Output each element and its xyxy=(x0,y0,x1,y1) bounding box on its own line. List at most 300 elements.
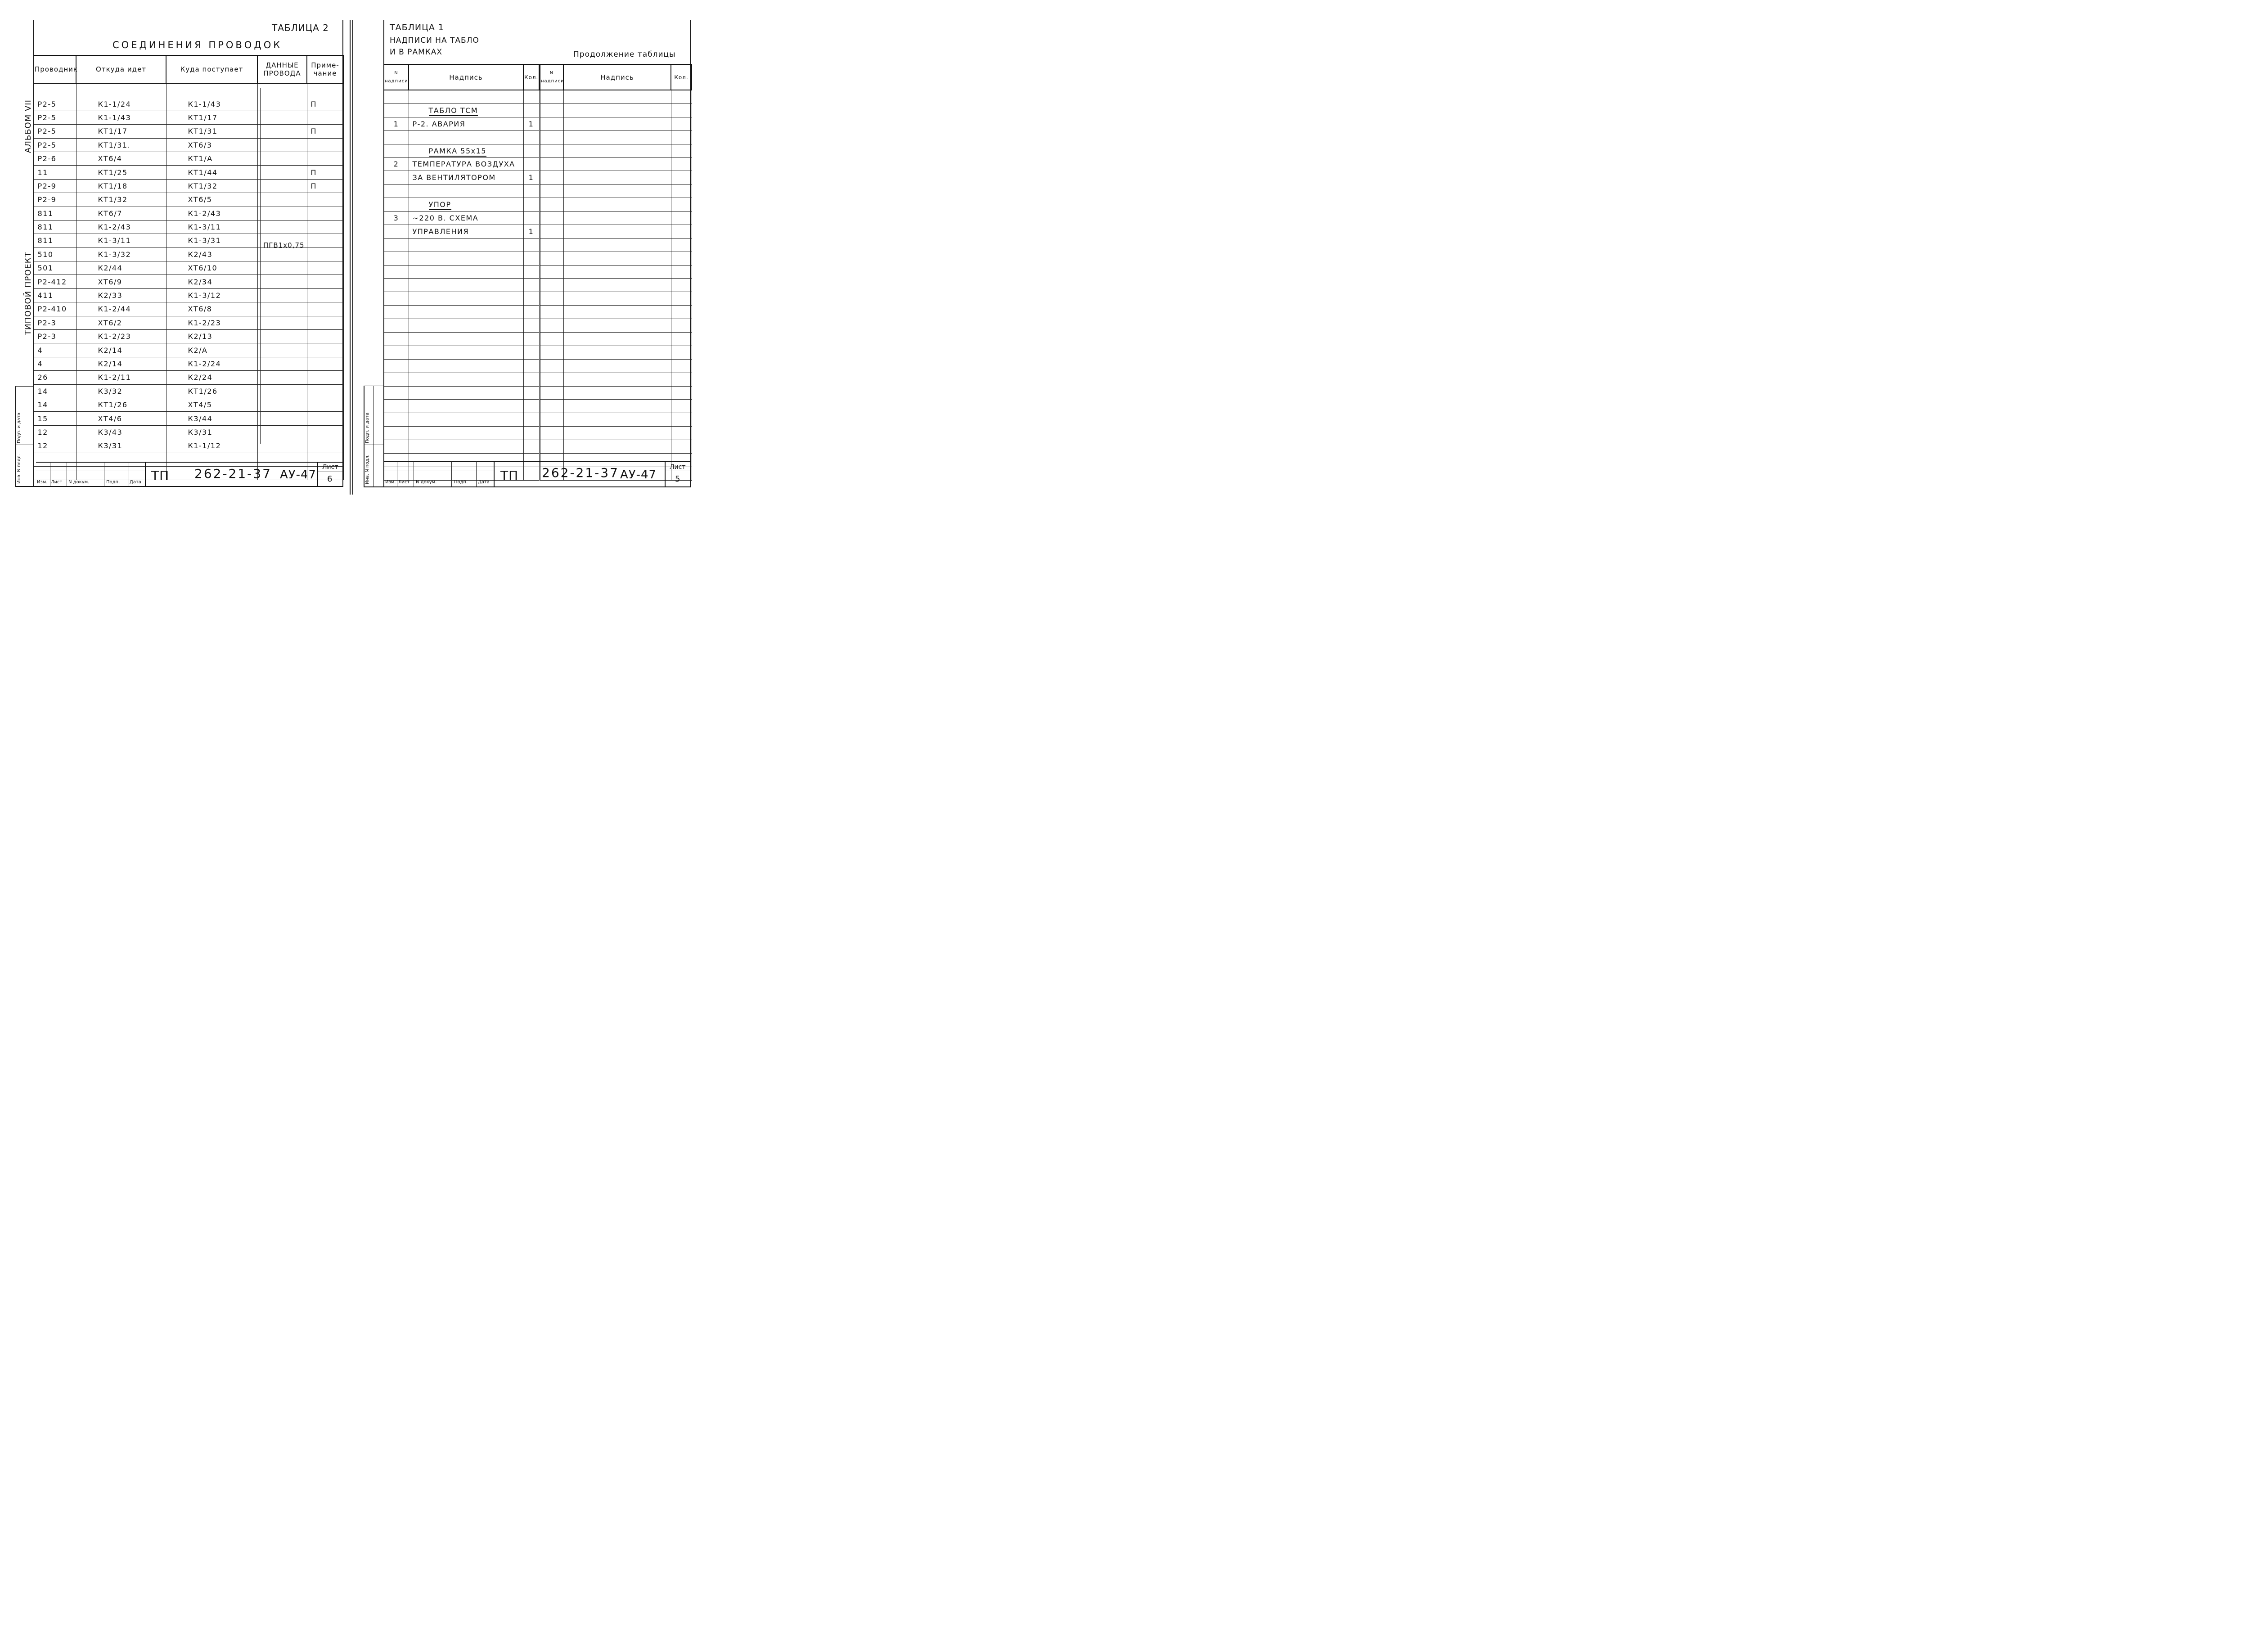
cell-data xyxy=(257,316,307,329)
right-stamp-col-list: Лист xyxy=(398,480,410,485)
cell-note xyxy=(307,357,343,370)
table-row xyxy=(34,125,343,138)
cell-wire: 501 xyxy=(34,261,76,275)
table-row xyxy=(34,179,343,193)
table-row xyxy=(34,371,343,384)
table-row xyxy=(540,454,692,467)
table-row xyxy=(384,454,539,467)
r-header-text2: Надпись xyxy=(563,64,671,90)
cell-to: КТ1/17 xyxy=(166,111,257,124)
connections-body xyxy=(34,83,343,480)
cell-to: ХТ6/10 xyxy=(166,261,257,275)
cell-data xyxy=(257,384,307,398)
cell-text xyxy=(409,104,523,117)
cell-note xyxy=(307,261,343,275)
table-row xyxy=(34,357,343,370)
cell-qty xyxy=(523,238,539,252)
left-side-inv: Инв. N подл. xyxy=(17,454,22,484)
table-row xyxy=(540,144,692,158)
cell-wire: 12 xyxy=(34,439,76,453)
cell-note: П xyxy=(307,125,343,138)
cell-to: К1-3/31 xyxy=(166,234,257,248)
table-row xyxy=(384,400,539,413)
table-row xyxy=(384,292,539,306)
table-row xyxy=(540,238,692,252)
right-sheet-label: Лист xyxy=(670,464,686,471)
cell-wire: Р2-410 xyxy=(34,302,76,316)
cell-to: КТ1/А xyxy=(166,152,257,165)
cell-qty xyxy=(523,346,539,359)
table-row xyxy=(540,117,692,131)
cell-from: К1-1/43 xyxy=(76,111,166,124)
cell-to: К1-2/43 xyxy=(166,207,257,220)
table-row xyxy=(384,238,539,252)
connections-table xyxy=(33,55,344,480)
cell-data xyxy=(257,207,307,220)
labels-body xyxy=(384,90,539,480)
cell-wire: Р2-5 xyxy=(34,97,76,111)
left-doc-code: ТП xyxy=(151,468,170,483)
right-table-label: ТАБЛИЦА 1 xyxy=(390,23,445,32)
cell-qty xyxy=(523,359,539,373)
table-row xyxy=(384,198,539,212)
cell-data xyxy=(257,193,307,207)
cell-note xyxy=(307,412,343,425)
cell-qty xyxy=(523,413,539,427)
cell-note xyxy=(307,275,343,288)
cell-num xyxy=(384,198,409,212)
left-stamp-top xyxy=(36,462,343,463)
table-row xyxy=(540,171,692,185)
cell-wire: Р2-412 xyxy=(34,275,76,288)
cell-to: К2/А xyxy=(166,343,257,357)
cell-to: К1-3/12 xyxy=(166,288,257,302)
cell-qty xyxy=(523,427,539,440)
cell-from: К1-3/11 xyxy=(76,234,166,248)
table-row xyxy=(34,261,343,275)
cell-qty: 1 xyxy=(523,171,539,185)
cell-note xyxy=(307,234,343,248)
cell-note xyxy=(307,302,343,316)
cell-num xyxy=(384,400,409,413)
table-row xyxy=(34,439,343,453)
cell-to: К2/43 xyxy=(166,248,257,261)
table-row xyxy=(34,302,343,316)
cell-data xyxy=(257,125,307,138)
table-row xyxy=(384,144,539,158)
table-row xyxy=(34,111,343,124)
cell-text xyxy=(409,131,523,144)
cell-num xyxy=(384,185,409,198)
cell-note xyxy=(307,384,343,398)
cell-text xyxy=(409,346,523,359)
left-stamp-col-date: Дата xyxy=(130,480,141,485)
cell-wire: 14 xyxy=(34,384,76,398)
cell-note xyxy=(307,371,343,384)
table-row xyxy=(34,288,343,302)
table-row xyxy=(384,440,539,454)
right-stamp-c6 xyxy=(665,461,666,486)
cell-to: К3/44 xyxy=(166,412,257,425)
cell-from: ХТ6/9 xyxy=(76,275,166,288)
cell-text xyxy=(409,373,523,386)
right-stamp-col-sign: Подп. xyxy=(454,480,468,485)
cell-data xyxy=(257,425,307,439)
cell-to: К2/24 xyxy=(166,371,257,384)
cell-wire: 26 xyxy=(34,371,76,384)
left-doc-suffix: АУ-47 xyxy=(280,468,317,482)
left-stamp-col-list: Лист xyxy=(51,480,63,485)
right-stamp-col-date: Дата xyxy=(478,480,490,485)
table-row xyxy=(384,117,539,131)
cell-to: КТ1/26 xyxy=(166,384,257,398)
cell-qty xyxy=(523,440,539,454)
cell-text xyxy=(409,238,523,252)
table-row xyxy=(384,90,539,104)
table-row xyxy=(540,306,692,319)
table-row xyxy=(540,440,692,454)
cell-qty xyxy=(523,292,539,306)
cell-to: К2/34 xyxy=(166,275,257,288)
cell-from: К1-2/23 xyxy=(76,330,166,343)
table-row xyxy=(384,346,539,359)
cell-num xyxy=(384,131,409,144)
header-note: Приме-чание xyxy=(307,55,343,83)
cell-from: КТ1/31. xyxy=(76,138,166,152)
cell-to: К1-1/12 xyxy=(166,439,257,453)
right-sheet-no: 5 xyxy=(675,474,681,484)
cell-num xyxy=(384,144,409,158)
wire-data-bracket xyxy=(260,88,261,444)
r-header-qty2: Кол. xyxy=(671,64,692,90)
cell-qty xyxy=(523,454,539,467)
labels-table-right xyxy=(540,64,692,481)
table-row xyxy=(540,104,692,117)
cell-from: К1-3/32 xyxy=(76,248,166,261)
cell-num xyxy=(384,238,409,252)
cell-num xyxy=(384,90,409,104)
r-header-num: N надписи xyxy=(384,64,409,90)
cell-num xyxy=(384,279,409,292)
table-row xyxy=(34,275,343,288)
cell-num xyxy=(384,265,409,279)
cell-from: К2/14 xyxy=(76,343,166,357)
cell-from: КТ1/17 xyxy=(76,125,166,138)
table-row xyxy=(34,207,343,220)
cell-wire: Р2-3 xyxy=(34,330,76,343)
cell-to: ХТ6/8 xyxy=(166,302,257,316)
labels-table-left xyxy=(383,64,540,481)
right-frame-bottom xyxy=(364,486,691,487)
cell-num xyxy=(384,359,409,373)
cell-qty xyxy=(523,400,539,413)
right-stamp-c3 xyxy=(451,461,452,486)
cell-wire: 811 xyxy=(34,220,76,234)
cell-text xyxy=(409,359,523,373)
cell-num xyxy=(384,440,409,454)
cell-note: П xyxy=(307,166,343,179)
cell-num xyxy=(384,346,409,359)
cell-text xyxy=(409,279,523,292)
right-subtitle-2: И В РАМКАХ xyxy=(390,48,443,57)
left-stamp-c5 xyxy=(145,462,146,486)
cell-qty xyxy=(523,198,539,212)
cell-text xyxy=(409,252,523,265)
section-heading: ТАБЛО ТСМ xyxy=(429,106,478,116)
cell-note xyxy=(307,330,343,343)
r-header-text: Надпись xyxy=(409,64,523,90)
right-doc-number: 262-21-37 xyxy=(542,465,619,480)
cell-note xyxy=(307,248,343,261)
cell-data xyxy=(257,138,307,152)
cell-from: К1-2/44 xyxy=(76,302,166,316)
cell-wire: Р2-5 xyxy=(34,138,76,152)
left-side-sign: Подп. и дата xyxy=(17,412,22,443)
wire-data-label: ПГВ1х0,75 xyxy=(263,241,305,249)
table-row xyxy=(540,252,692,265)
cell-data xyxy=(257,111,307,124)
cell-data xyxy=(257,288,307,302)
cell-text: УПРАВЛЕНИЯ xyxy=(409,225,523,238)
cell-text: ЗА ВЕНТИЛЯТОРОМ xyxy=(409,171,523,185)
table-row xyxy=(540,386,692,400)
cell-text xyxy=(409,90,523,104)
cell-note xyxy=(307,439,343,453)
cell-qty xyxy=(523,386,539,400)
left-stamp-col-sign: Подп. xyxy=(106,480,120,485)
cell-text xyxy=(409,198,523,212)
table-row xyxy=(34,384,343,398)
cell-text xyxy=(409,319,523,333)
left-title: СОЕДИНЕНИЯ ПРОВОДОК xyxy=(112,40,283,50)
cell-note xyxy=(307,193,343,207)
cell-wire: 510 xyxy=(34,248,76,261)
cell-qty xyxy=(523,467,539,480)
header-to: Куда поступает xyxy=(166,55,257,83)
cell-qty: 1 xyxy=(523,225,539,238)
cell-wire: 12 xyxy=(34,425,76,439)
cell-wire: Р2-9 xyxy=(34,179,76,193)
table-row xyxy=(540,90,692,104)
cell-note xyxy=(307,398,343,411)
cell-wire: Р2-3 xyxy=(34,316,76,329)
cell-to: К2/13 xyxy=(166,330,257,343)
table-row xyxy=(540,346,692,359)
right-sheet xyxy=(360,0,701,506)
cell-note: П xyxy=(307,97,343,111)
left-table-label: ТАБЛИЦА 2 xyxy=(272,23,329,33)
table-row xyxy=(34,248,343,261)
cell-data xyxy=(257,166,307,179)
table-row xyxy=(540,413,692,427)
cell-wire: 14 xyxy=(34,398,76,411)
cell-to: К1-1/43 xyxy=(166,97,257,111)
left-sheet xyxy=(0,0,351,506)
cell-from: К1-2/43 xyxy=(76,220,166,234)
labels-body-2 xyxy=(540,90,692,480)
cell-text: ТЕМПЕРАТУРА ВОЗДУХА xyxy=(409,158,523,171)
table-row xyxy=(384,413,539,427)
cell-wire: 811 xyxy=(34,234,76,248)
table-row xyxy=(34,166,343,179)
cell-to: К3/31 xyxy=(166,425,257,439)
left-sheet-no: 6 xyxy=(327,474,333,484)
cell-num xyxy=(384,104,409,117)
table-row xyxy=(540,198,692,212)
cell-from: К2/33 xyxy=(76,288,166,302)
project-label: ТИПОВОЙ ПРОЕКТ xyxy=(23,252,33,335)
table-row xyxy=(384,104,539,117)
cell-wire: 4 xyxy=(34,343,76,357)
right-continuation: Продолжение таблицы xyxy=(573,50,676,59)
cell-wire: 411 xyxy=(34,288,76,302)
cell-note xyxy=(307,220,343,234)
table-row xyxy=(540,279,692,292)
table-row xyxy=(384,131,539,144)
right-stamp-top xyxy=(384,461,691,462)
table-row xyxy=(384,306,539,319)
cell-data xyxy=(257,275,307,288)
right-stamp-col-izm: Изм. xyxy=(385,480,396,485)
cell-from: К1-1/24 xyxy=(76,97,166,111)
cell-from: К2/44 xyxy=(76,261,166,275)
table-row xyxy=(384,158,539,171)
cell-num xyxy=(384,306,409,319)
table-row xyxy=(384,319,539,333)
cell-wire: Р2-5 xyxy=(34,125,76,138)
cell-text xyxy=(409,427,523,440)
left-frame-bottom xyxy=(15,486,343,487)
cell-wire: 11 xyxy=(34,166,76,179)
cell-to: К1-2/24 xyxy=(166,357,257,370)
cell-to: ХТ6/5 xyxy=(166,193,257,207)
cell-data xyxy=(257,97,307,111)
cell-from: КТ1/32 xyxy=(76,193,166,207)
table-row xyxy=(384,171,539,185)
r-header-num2: N надписи xyxy=(540,64,563,90)
cell-num xyxy=(384,225,409,238)
cell-text xyxy=(409,386,523,400)
cell-text xyxy=(409,400,523,413)
cell-to: КТ1/44 xyxy=(166,166,257,179)
cell-note xyxy=(307,152,343,165)
table-row xyxy=(384,212,539,225)
table-row xyxy=(34,398,343,411)
table-row xyxy=(384,252,539,265)
right-stamp-c5 xyxy=(494,461,495,486)
table-row xyxy=(34,453,343,466)
cell-text xyxy=(409,185,523,198)
left-side-stamp-edge xyxy=(15,386,16,486)
right-side-sign: Подп. и дата xyxy=(365,412,370,443)
right-doc-code: ТП xyxy=(500,468,519,483)
left-stamp-col-izm: Изм. xyxy=(37,480,48,485)
left-doc-number: 262-21-37 xyxy=(194,466,272,481)
table-row xyxy=(34,152,343,165)
cell-to: К1-2/23 xyxy=(166,316,257,329)
cell-data xyxy=(257,261,307,275)
table-row xyxy=(384,225,539,238)
cell-num xyxy=(384,454,409,467)
table-row xyxy=(540,185,692,198)
right-subtitle-1: НАДПИСИ НА ТАБЛО xyxy=(390,36,479,45)
table-row xyxy=(540,359,692,373)
cell-qty xyxy=(523,252,539,265)
cell-to: КТ1/32 xyxy=(166,179,257,193)
cell-from: К3/43 xyxy=(76,425,166,439)
r-header-qty: Кол. xyxy=(523,64,539,90)
album-label: АЛЬБОМ VII xyxy=(23,99,33,153)
cell-from: К3/31 xyxy=(76,439,166,453)
cell-data xyxy=(257,357,307,370)
cell-text xyxy=(409,144,523,158)
table-row xyxy=(540,265,692,279)
cell-wire: Р2-5 xyxy=(34,111,76,124)
cell-qty xyxy=(523,158,539,171)
cell-qty xyxy=(523,212,539,225)
table-row xyxy=(540,427,692,440)
cell-data xyxy=(257,248,307,261)
cell-note xyxy=(307,288,343,302)
table-row xyxy=(384,265,539,279)
cell-from: ХТ4/6 xyxy=(76,412,166,425)
cell-qty xyxy=(523,185,539,198)
table-row xyxy=(540,225,692,238)
cell-qty xyxy=(523,333,539,346)
cell-qty xyxy=(523,131,539,144)
cell-wire: 811 xyxy=(34,207,76,220)
table-row xyxy=(34,425,343,439)
right-stamp-col-ndoc: N докум. xyxy=(416,480,437,485)
cell-num: 3 xyxy=(384,212,409,225)
table-row xyxy=(540,319,692,333)
cell-from: ХТ6/4 xyxy=(76,152,166,165)
cell-qty xyxy=(523,306,539,319)
table-row xyxy=(540,158,692,171)
table-row xyxy=(384,333,539,346)
cell-text xyxy=(409,440,523,454)
cell-qty: 1 xyxy=(523,117,539,131)
table-row xyxy=(384,185,539,198)
table-row xyxy=(34,330,343,343)
cell-from: КТ6/7 xyxy=(76,207,166,220)
cell-qty xyxy=(523,104,539,117)
cell-note xyxy=(307,425,343,439)
cell-from: К2/14 xyxy=(76,357,166,370)
cell-data xyxy=(257,179,307,193)
cell-qty xyxy=(523,90,539,104)
cell-qty xyxy=(523,144,539,158)
cell-note: П xyxy=(307,179,343,193)
right-stamp-c4 xyxy=(476,461,477,486)
cell-num xyxy=(384,171,409,185)
cell-text xyxy=(409,413,523,427)
left-sheet-label: Лист xyxy=(322,464,338,471)
header-wire: Проводник xyxy=(34,55,76,83)
cell-num xyxy=(384,467,409,480)
cell-from: К1-2/11 xyxy=(76,371,166,384)
cell-from: К3/32 xyxy=(76,384,166,398)
table-row xyxy=(540,131,692,144)
cell-data xyxy=(257,412,307,425)
table-row xyxy=(34,97,343,111)
cell-note xyxy=(307,343,343,357)
cell-wire: 15 xyxy=(34,412,76,425)
cell-data xyxy=(257,343,307,357)
cell-note xyxy=(307,316,343,329)
section-heading: РАМКА 55х15 xyxy=(429,147,486,157)
table-row xyxy=(384,386,539,400)
